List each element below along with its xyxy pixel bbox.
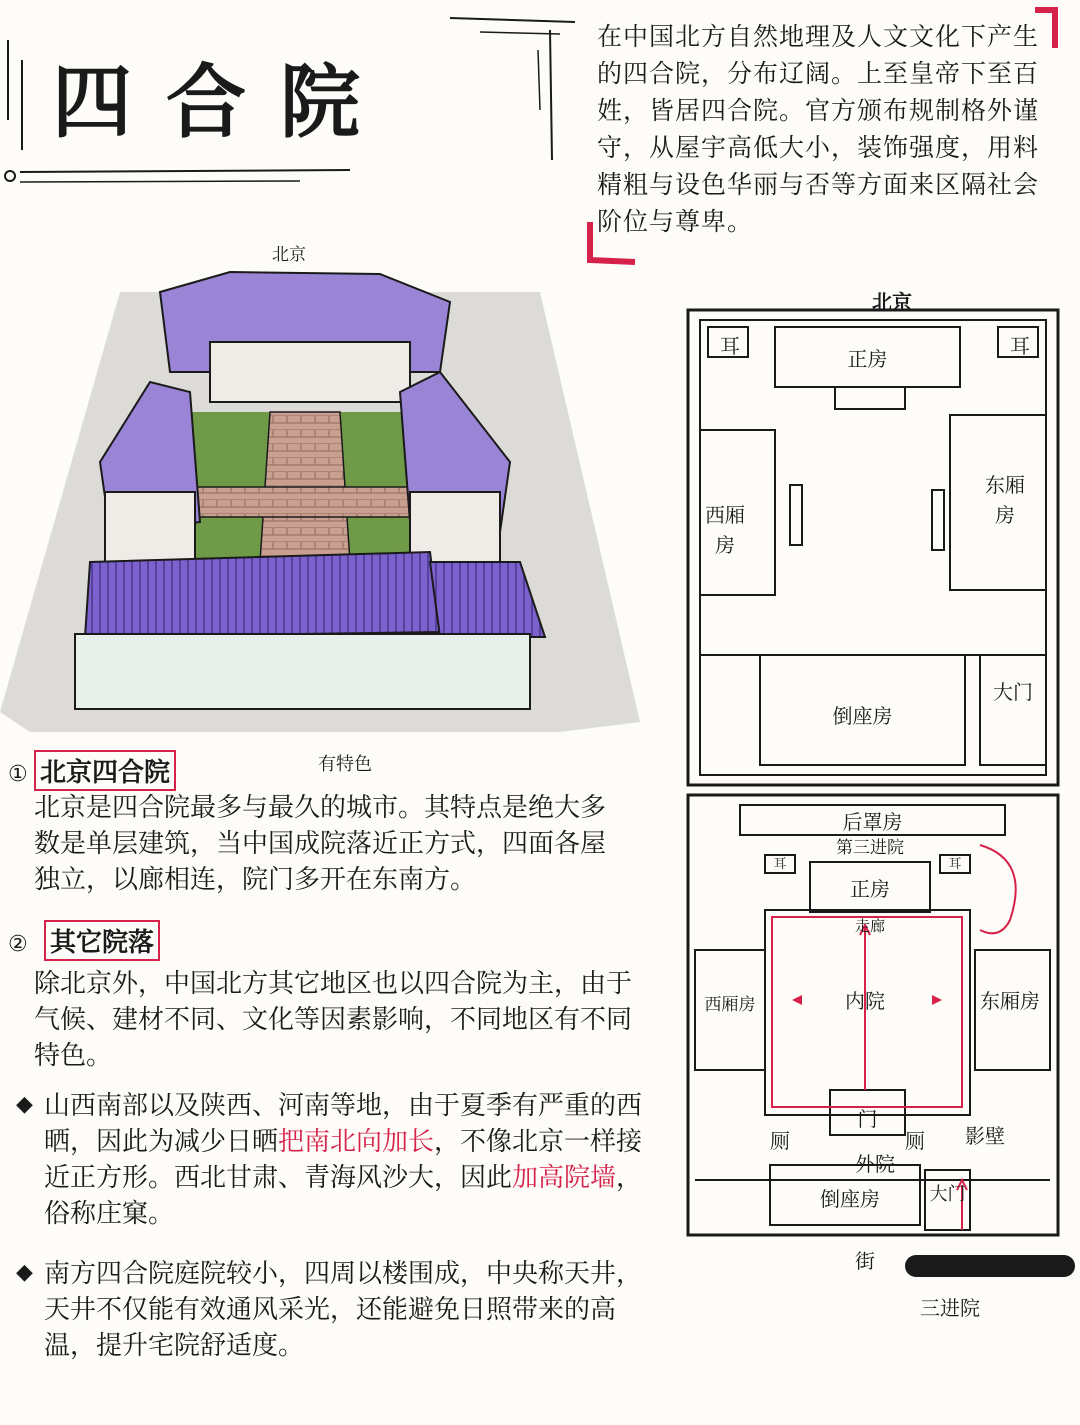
plan1-main-room: 正房 [847, 347, 888, 371]
courtyard-illustration [0, 262, 640, 742]
plan2-ear-left: 耳 [773, 857, 787, 872]
plan2-south-room: 倒座房 [820, 1187, 880, 1211]
page-title: 四合院 [52, 55, 394, 149]
plan2-screen-wall: 影壁 [965, 1124, 1005, 1148]
plan1-west-wing: 西厢房 [705, 503, 745, 557]
bullet1-marker: ◆ [16, 1092, 33, 1117]
section1-note: 有特色 [318, 754, 372, 775]
bullet2-text: 南方四合院庭院较小，四周以楼围成，中央称天井，天井不仅能有效通风采光，还能避免日照带来的高温，提升宅院舒适度。 [44, 1259, 643, 1361]
bullet1-text-b: ，不像北京一样接近正方形。西北甘肃、青海风沙大，因此 [44, 1127, 643, 1193]
section2-heading: 其它院落 [44, 920, 160, 961]
intro-paragraph: 在中国北方自然地理及人文文化下产生的四合院，分布辽阔。上至皇帝下至百姓，皆居四合院。官方颁布规制格外谨守，从屋宇高低大小，装饰强度，用料精粗与设色华丽与否等方面来区隔社会阶位与尊卑。 [597, 22, 1040, 236]
plan2-side-right: 厕 [905, 1129, 925, 1153]
plan2-inner-court: 内院 [845, 989, 885, 1013]
plan2-main-room: 正房 [850, 877, 890, 901]
bullet2-marker: ◆ [16, 1260, 33, 1285]
section2-number: ② [8, 932, 28, 957]
plan2-floorplan [680, 790, 1065, 1250]
intro-corner-marks [580, 0, 1080, 270]
plan1-gate: 大门 [993, 680, 1033, 704]
plan2-east-wing: 东厢房 [980, 989, 1040, 1013]
plan2-rear-room: 后罩房 [842, 810, 903, 834]
plan2-side-left: 厕 [770, 1129, 790, 1153]
plan2-ear-right: 耳 [948, 857, 962, 872]
section2-text: 除北京外，中国北方其它地区也以四合院为主，由于气候、建材不同、文化等因素影响，不同地区有不同特色。 [34, 969, 633, 1071]
bullet1-text-a: 山西南部以及陕西、河南等地，由于夏季有严重的西晒，因此为减少日晒 [44, 1091, 643, 1157]
bullet1-text-c: ，俗称庄窠。 [44, 1163, 643, 1229]
plan1-south-room: 倒座房 [832, 704, 893, 728]
plan1-title: 北京 [872, 290, 912, 314]
plan2-third-courtyard: 第三进院 [836, 838, 904, 858]
plan2-subtitle: 三进院 [920, 1296, 980, 1320]
section1-text: 北京是四合院最多与最久的城市。其特点是绝大多数是单层建筑，当中国成院落近正方式，四面各屋独立，以廊相连，院门多开在东南方。 [34, 793, 607, 895]
plan2-corridor: 走廊 [854, 917, 885, 935]
section1-heading: 北京四合院 [34, 750, 176, 791]
section1-number: ① [8, 762, 28, 787]
bullet1-highlight-1: 把南北向加长 [278, 1127, 435, 1157]
plan1-ear-west: 耳 [720, 334, 740, 358]
plan2-hall-gate: 门 [857, 1107, 878, 1131]
street-brush-stroke [905, 1255, 1075, 1277]
bullet1-paragraph [44, 1088, 644, 1232]
plan2-west-wing: 西厢房 [704, 995, 756, 1015]
plan2-outer-court: 外院 [855, 1152, 895, 1176]
plan2-gate: 大门 [929, 1184, 966, 1205]
bullet1-highlight-2: 加高院墙 [512, 1163, 617, 1193]
plan2-street: 街 [855, 1249, 875, 1273]
courtyard-illustration-caption: 北京 [272, 245, 306, 265]
plan1-ear-east: 耳 [1010, 334, 1030, 358]
plan1-east-wing: 东厢房 [985, 473, 1025, 527]
